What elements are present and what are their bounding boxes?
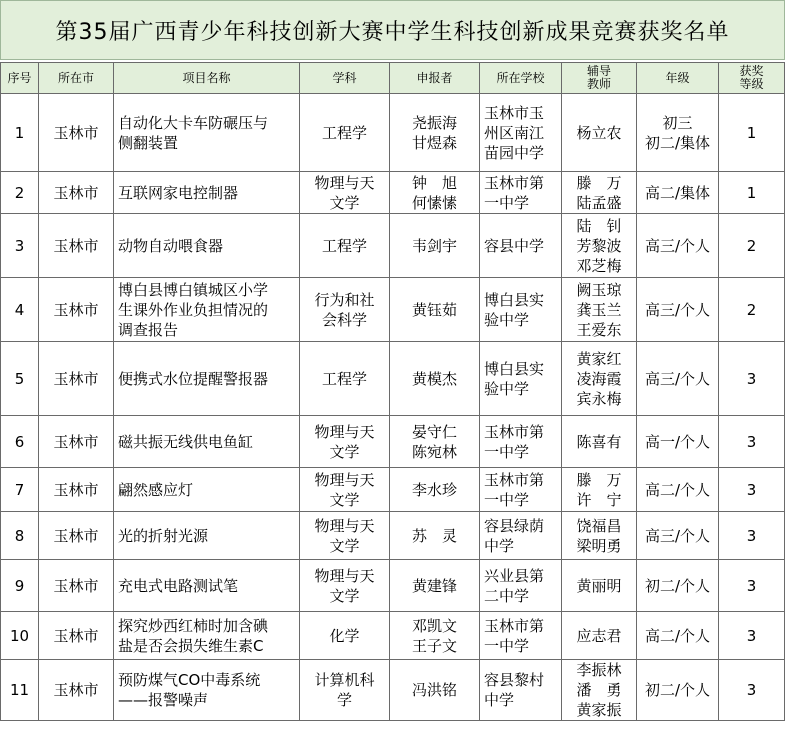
applicant-cell[interactable]: 冯洪铭 [390, 660, 480, 721]
award-level-cell[interactable]: 2 [719, 278, 785, 342]
subject-cell[interactable]: 物理与天 文学 [300, 416, 390, 468]
header-cell[interactable]: 申报者 [390, 63, 480, 94]
project-name-cell[interactable]: 磁共振无线供电鱼缸 [114, 416, 300, 468]
teacher-cell[interactable]: 滕 万 陆孟盛 [562, 172, 637, 214]
project-name-cell[interactable]: 动物自动喂食器 [114, 214, 300, 278]
project-name-cell[interactable]: 预防煤气CO中毒系统 ——报警噪声 [114, 660, 300, 721]
row-number-cell[interactable]: 7 [1, 468, 39, 512]
award-level-cell[interactable]: 3 [719, 416, 785, 468]
teacher-cell[interactable]: 黄丽明 [562, 560, 637, 612]
table-row [1, 342, 785, 416]
project-name-cell[interactable]: 翩然感应灯 [114, 468, 300, 512]
project-name-cell[interactable]: 光的折射光源 [114, 512, 300, 560]
header-cell[interactable]: 所在学校 [480, 63, 562, 94]
subject-cell[interactable]: 物理与天 文学 [300, 172, 390, 214]
award-level-cell[interactable]: 2 [719, 214, 785, 278]
award-level-cell[interactable]: 3 [719, 342, 785, 416]
row-number-cell[interactable]: 9 [1, 560, 39, 612]
applicant-cell[interactable]: 尧振海 甘煜森 [390, 94, 480, 172]
row-number-cell[interactable]: 2 [1, 172, 39, 214]
grade-cell[interactable]: 高二/个人 [637, 468, 719, 512]
subject-cell[interactable]: 物理与天 文学 [300, 560, 390, 612]
city-cell[interactable]: 玉林市 [39, 660, 114, 721]
row-number-cell[interactable]: 11 [1, 660, 39, 721]
city-cell[interactable]: 玉林市 [39, 560, 114, 612]
city-cell[interactable]: 玉林市 [39, 612, 114, 660]
table-row [1, 612, 785, 660]
row-number-cell[interactable]: 6 [1, 416, 39, 468]
grade-cell[interactable]: 高三/个人 [637, 512, 719, 560]
award-level-cell[interactable]: 3 [719, 512, 785, 560]
school-cell[interactable]: 容县中学 [480, 214, 562, 278]
teacher-cell[interactable]: 黄家红 凌海霞 宾永梅 [562, 342, 637, 416]
grade-cell[interactable]: 初二/个人 [637, 660, 719, 721]
teacher-cell[interactable]: 陈喜有 [562, 416, 637, 468]
school-cell[interactable]: 容县绿荫 中学 [480, 512, 562, 560]
project-name-cell[interactable]: 博白县博白镇城区小学 生课外作业负担情况的 调查报告 [114, 278, 300, 342]
teacher-cell[interactable]: 李振林 潘 勇 黄家振 [562, 660, 637, 721]
header-cell[interactable]: 辅导 教师 [562, 63, 637, 94]
applicant-cell[interactable]: 黄钰茹 [390, 278, 480, 342]
applicant-cell[interactable]: 黄模杰 [390, 342, 480, 416]
table-row [1, 660, 785, 721]
applicant-cell[interactable]: 李水珍 [390, 468, 480, 512]
teacher-cell[interactable]: 饶福昌 梁明勇 [562, 512, 637, 560]
grade-cell[interactable]: 高一/个人 [637, 416, 719, 468]
award-level-cell[interactable]: 3 [719, 560, 785, 612]
award-level-cell[interactable]: 1 [719, 172, 785, 214]
table-row [1, 214, 785, 278]
table-row [1, 172, 785, 214]
grade-cell[interactable]: 高三/个人 [637, 342, 719, 416]
header-row [1, 63, 785, 94]
subject-cell[interactable]: 工程学 [300, 342, 390, 416]
table-row [1, 278, 785, 342]
applicant-cell[interactable]: 晏守仁 陈宛林 [390, 416, 480, 468]
table-row [1, 512, 785, 560]
header-cell[interactable]: 序号 [1, 63, 39, 94]
grade-cell[interactable]: 高三/个人 [637, 278, 719, 342]
subject-cell[interactable]: 物理与天 文学 [300, 512, 390, 560]
award-table [0, 62, 785, 721]
school-cell[interactable]: 玉林市第 一中学 [480, 612, 562, 660]
school-cell[interactable]: 玉林市第 一中学 [480, 172, 562, 214]
row-number-cell[interactable]: 1 [1, 94, 39, 172]
teacher-cell[interactable]: 杨立农 [562, 94, 637, 172]
subject-cell[interactable]: 计算机科 学 [300, 660, 390, 721]
award-level-cell[interactable]: 3 [719, 612, 785, 660]
teacher-cell[interactable]: 滕 万 许 宁 [562, 468, 637, 512]
grade-cell[interactable]: 高二/集体 [637, 172, 719, 214]
sheet-title: 第35届广西青少年科技创新大赛中学生科技创新成果竞赛获奖名单 [0, 0, 785, 60]
school-cell[interactable]: 博白县实 验中学 [480, 278, 562, 342]
subject-cell[interactable]: 工程学 [300, 94, 390, 172]
project-name-cell[interactable]: 自动化大卡车防碾压与 侧翻装置 [114, 94, 300, 172]
award-level-cell[interactable]: 3 [719, 660, 785, 721]
award-level-cell[interactable]: 1 [719, 94, 785, 172]
teacher-cell[interactable]: 应志君 [562, 612, 637, 660]
school-cell[interactable]: 兴业县第 二中学 [480, 560, 562, 612]
school-cell[interactable]: 博白县实 验中学 [480, 342, 562, 416]
header-cell[interactable]: 所在市 [39, 63, 114, 94]
grade-cell[interactable]: 高二/个人 [637, 612, 719, 660]
project-name-cell[interactable]: 充电式电路测试笔 [114, 560, 300, 612]
subject-cell[interactable]: 工程学 [300, 214, 390, 278]
applicant-cell[interactable]: 钟 旭 何愫愫 [390, 172, 480, 214]
city-cell[interactable]: 玉林市 [39, 214, 114, 278]
applicant-cell[interactable]: 邓凯文 王子文 [390, 612, 480, 660]
row-number-cell[interactable]: 3 [1, 214, 39, 278]
table-row [1, 468, 785, 512]
school-cell[interactable]: 玉林市第 一中学 [480, 468, 562, 512]
header-cell[interactable]: 学科 [300, 63, 390, 94]
applicant-cell[interactable]: 黄建锋 [390, 560, 480, 612]
city-cell[interactable]: 玉林市 [39, 416, 114, 468]
subject-cell[interactable]: 化学 [300, 612, 390, 660]
table-row [1, 560, 785, 612]
school-cell[interactable]: 玉林市玉 州区南江 苗园中学 [480, 94, 562, 172]
row-number-cell[interactable]: 4 [1, 278, 39, 342]
subject-cell[interactable]: 行为和社 会科学 [300, 278, 390, 342]
table-row [1, 416, 785, 468]
project-name-cell[interactable]: 便携式水位提醒警报器 [114, 342, 300, 416]
row-number-cell[interactable]: 10 [1, 612, 39, 660]
teacher-cell[interactable]: 阙玉琼 龚玉兰 王爱东 [562, 278, 637, 342]
city-cell[interactable]: 玉林市 [39, 278, 114, 342]
subject-cell[interactable]: 物理与天 文学 [300, 468, 390, 512]
grade-cell[interactable]: 初二/个人 [637, 560, 719, 612]
row-number-cell[interactable]: 5 [1, 342, 39, 416]
grade-cell[interactable]: 高三/个人 [637, 214, 719, 278]
applicant-cell[interactable]: 苏 灵 [390, 512, 480, 560]
city-cell[interactable]: 玉林市 [39, 342, 114, 416]
city-cell[interactable]: 玉林市 [39, 94, 114, 172]
project-name-cell[interactable]: 探究炒西红柿时加含碘 盐是否会损失维生素C [114, 612, 300, 660]
city-cell[interactable]: 玉林市 [39, 468, 114, 512]
header-cell[interactable]: 项目名称 [114, 63, 300, 94]
grade-cell[interactable]: 初三 初二/集体 [637, 94, 719, 172]
school-cell[interactable]: 容县黎村 中学 [480, 660, 562, 721]
header-cell[interactable]: 获奖 等级 [719, 63, 785, 94]
header-cell[interactable]: 年级 [637, 63, 719, 94]
row-number-cell[interactable]: 8 [1, 512, 39, 560]
award-level-cell[interactable]: 3 [719, 468, 785, 512]
city-cell[interactable]: 玉林市 [39, 512, 114, 560]
project-name-cell[interactable]: 互联网家电控制器 [114, 172, 300, 214]
teacher-cell[interactable]: 陆 钊 芳黎波 邓芝梅 [562, 214, 637, 278]
applicant-cell[interactable]: 韦剑宇 [390, 214, 480, 278]
table-row [1, 94, 785, 172]
table-body [1, 94, 785, 721]
school-cell[interactable]: 玉林市第 一中学 [480, 416, 562, 468]
city-cell[interactable]: 玉林市 [39, 172, 114, 214]
